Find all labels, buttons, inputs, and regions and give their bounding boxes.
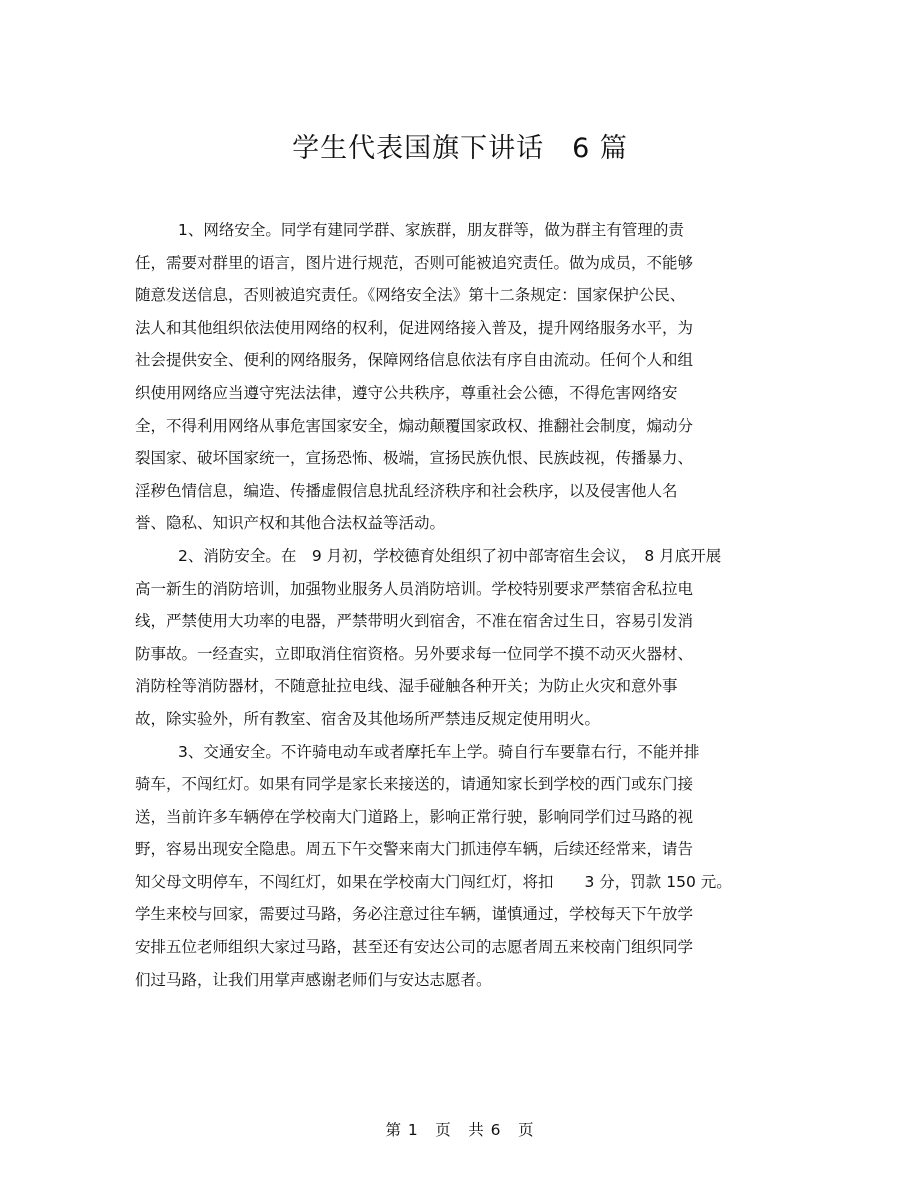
text-line: 送，当前许多车辆停在学校南大门道路上，影响正常行驶，影响同学们过马路的视 — [135, 807, 694, 826]
page-footer: 第 1 页 共 6 页 — [385, 1121, 535, 1139]
text-line: 裂国家、破坏国家统一，宣扬恐怖、极端，宣扬民族仇恨、民族歧视，传播暴力、 — [135, 449, 694, 468]
text-line: 高一新生的消防培训，加强物业服务人员消防培训。学校特别要求严禁宿舍私拉电 — [135, 579, 694, 598]
text-line: 知父母文明停车，不闯红灯，如果在学校南大门闯红灯，将扣 3 分，罚款 150 元。 — [135, 872, 732, 891]
text-line: 消防栓等消防器材，不随意扯拉电线、湿手碰触各种开关；为防止火灾和意外事 — [135, 677, 678, 696]
text-line: 们过马路，让我们用掌声感谢老师们与安达志愿者。 — [135, 970, 492, 989]
body-text — [135, 214, 785, 996]
text-line: 3、交通安全。不许骑电动车或者摩托车上学。骑自行车要靠右行，不能并排 — [178, 742, 700, 761]
text-line: 安排五位老师组织大家过马路，甚至还有安达公司的志愿者周五来校南门组织同学 — [135, 938, 694, 957]
text-line: 织使用网络应当遵守宪法法律，遵守公共秩序，尊重社会公德，不得危害网络安 — [135, 383, 678, 402]
text-line: 淫秽色情信息，编造、传播虚假信息扰乱经济秩序和社会秩序，以及侵害他人名 — [135, 481, 678, 500]
text-line: 社会提供安全、便利的网络服务，保障网络信息依法有序自由流动。任何个人和组 — [135, 351, 694, 370]
text-line: 防事故。一经查实，立即取消住宿资格。另外要求每一位同学不摸不动灭火器材、 — [135, 644, 694, 663]
text-line: 任，需要对群里的语言，图片进行规范，否则可能被追究责任。做为成员，不能够 — [135, 253, 694, 272]
page-title: 学生代表国旗下讲话 6 篇 — [292, 133, 628, 164]
text-line: 骑车，不闯红灯。如果有同学是家长来接送的，请通知家长到学校的西门或东门接 — [135, 775, 694, 794]
text-line: 学生来校与回家，需要过马路，务必注意过往车辆，谨慎通过，学校每天下午放学 — [135, 905, 694, 924]
text-line: 线，严禁使用大功率的电器，严禁带明火到宿舍，不准在宿舍过生日，容易引发消 — [135, 612, 694, 631]
text-line: 随意发送信息，否则被追究责任。《网络安全法》第十二条规定：国家保护公民、 — [135, 286, 686, 305]
text-line: 1、网络安全。同学有建同学群、家族群，朋友群等，做为群主有管理的责 — [178, 221, 684, 239]
text-line: 故，除实验外，所有教室、宿舍及其他场所严禁违反规定使用明火。 — [135, 709, 601, 728]
text-line: 誉、隐私、知识产权和其他合法权益等活动。 — [135, 514, 446, 533]
text-line: 法人和其他组织依法使用网络的权利，促进网络接入普及，提升网络服务水平，为 — [135, 318, 694, 337]
text-line: 野，容易出现安全隐患。周五下午交警来南大门抓违停车辆，后续还经常来，请告 — [135, 840, 694, 859]
text-line: 全，不得利用网络从事危害国家安全，煽动颠覆国家政权、推翻社会制度，煽动分 — [135, 416, 694, 435]
text-line: 2、消防安全。在 9 月初，学校德育处组织了初中部寄宿生会议， 8 月底开展 — [178, 546, 722, 565]
